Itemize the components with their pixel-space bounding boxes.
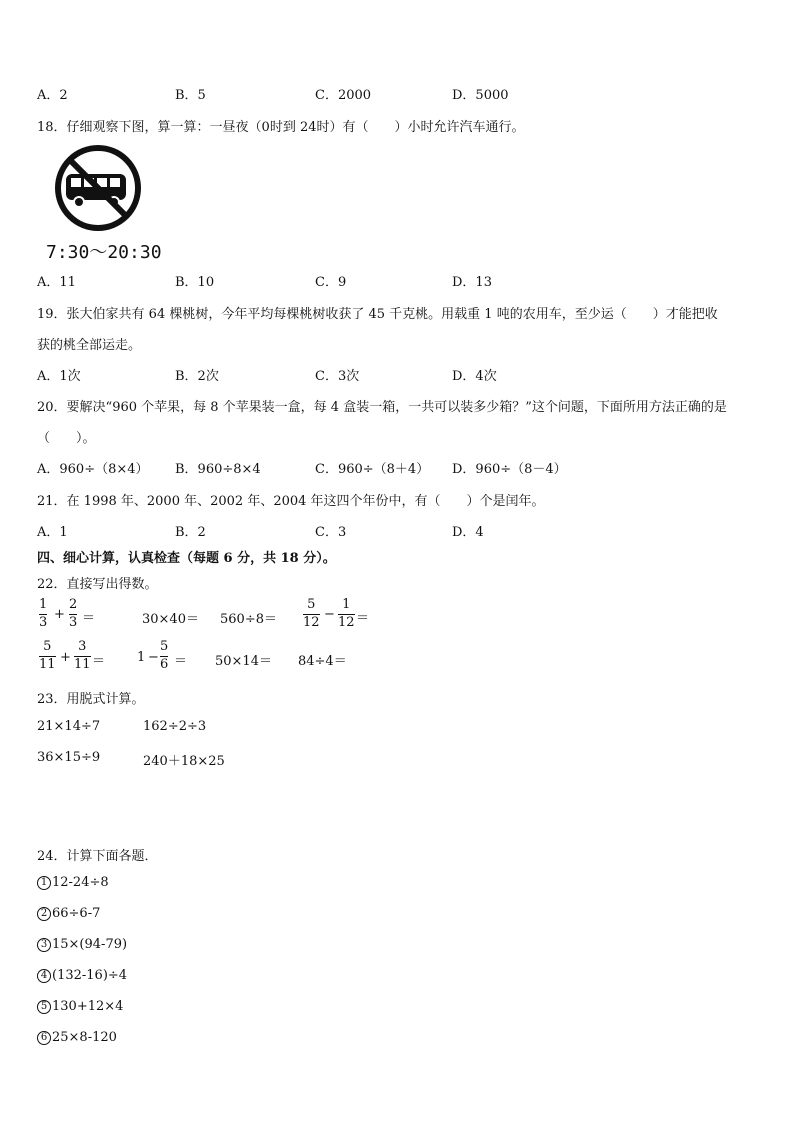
- expression: 162÷2÷3: [143, 719, 207, 734]
- equals-sign: ＝: [82, 611, 96, 626]
- q20-question-line2: （ ）。: [37, 431, 96, 446]
- operator: −: [148, 650, 159, 665]
- q20-option-c: C．960÷（8＋4）: [315, 462, 430, 477]
- sign-caption: 7:30～20:30: [46, 242, 162, 263]
- equals-sign: ＝: [356, 611, 370, 626]
- list-item: 3 15×(94-79): [37, 937, 127, 952]
- circled-number: 6: [37, 1031, 51, 1045]
- q17-option-d: D．5000: [452, 88, 509, 103]
- expression: 30×40＝: [142, 612, 199, 627]
- q21-question: 21．在 1998 年、2000 年、2002 年、2004 年这四个年份中，有（ ）个是闰年。: [37, 494, 545, 509]
- circled-number: 2: [37, 907, 51, 921]
- q18-option-a: A．11: [37, 275, 76, 290]
- fraction: 3 11: [74, 639, 91, 672]
- fraction: 5 6: [160, 639, 169, 672]
- q21-option-c: C．3: [315, 525, 347, 540]
- q18-question: 18．仔细观察下图，算一算：一昼夜（0时到 24时）有（ ）小时允许汽车通行。: [37, 120, 525, 135]
- whole-number: 1: [137, 650, 146, 665]
- q19-question-line2: 获的桃全部运走。: [37, 338, 142, 353]
- q18-option-c: C．9: [315, 275, 347, 290]
- operator: +: [60, 650, 71, 665]
- operator: +: [54, 607, 65, 622]
- section-heading: 四、细心计算，认真检查（每题 6 分，共 18 分）。: [37, 551, 336, 566]
- q19-option-d: D．4次: [452, 369, 497, 384]
- circled-number: 5: [37, 1000, 51, 1014]
- fraction: 1 12: [338, 597, 355, 630]
- q21-option-d: D．4: [452, 525, 484, 540]
- expression: 240＋18×25: [143, 754, 225, 769]
- q17-option-a: A．2: [37, 88, 68, 103]
- q20-option-a: A．960÷（8×4）: [37, 462, 149, 477]
- q18-option-d: D．13: [452, 275, 492, 290]
- list-item: 4 (132-16)÷4: [37, 968, 127, 983]
- circled-number: 3: [37, 938, 51, 952]
- q19-option-c: C．3次: [315, 369, 360, 384]
- expression: 50×14＝: [215, 654, 272, 669]
- list-item: 1 12-24÷8: [37, 875, 109, 890]
- circled-number: 1: [37, 876, 51, 890]
- q20-option-d: D．960÷（8－4）: [452, 462, 567, 477]
- q21-option-a: A．1: [37, 525, 68, 540]
- list-item: 2 66÷6-7: [37, 906, 100, 921]
- operator: −: [324, 607, 335, 622]
- q20-question-line1: 20．要解决“960 个苹果，每 8 个苹果装一盒，每 4 盒装一箱，一共可以装多少箱？”这个问题，下面所用方法正确的是: [37, 400, 727, 415]
- expression: 36×15÷9: [37, 750, 101, 765]
- q18-option-b: B．10: [175, 275, 215, 290]
- q19-question-line1: 19．张大伯家共有 64 棵桃树，今年平均每棵桃树收获了 45 千克桃。用载重 1 吨的农用车，至少运（ ）才能把收: [37, 307, 718, 322]
- list-item: 5 130+12×4: [37, 999, 123, 1014]
- q23-title: 23．用脱式计算。: [37, 692, 145, 707]
- circled-number: 4: [37, 969, 51, 983]
- expression: 560÷8＝: [220, 612, 277, 627]
- fraction: 2 3: [69, 597, 78, 630]
- q17-option-b: B．5: [175, 88, 206, 103]
- fraction: 5 11: [39, 639, 56, 672]
- q17-option-c: C．2000: [315, 88, 372, 103]
- expression: 84÷4＝: [298, 654, 347, 669]
- q19-option-b: B．2次: [175, 369, 219, 384]
- q21-option-b: B．2: [175, 525, 206, 540]
- fraction: 1 3: [39, 597, 48, 630]
- q24-title: 24．计算下面各题．: [37, 849, 158, 864]
- equals-sign: ＝: [92, 654, 106, 669]
- list-item: 6 25×8-120: [37, 1030, 117, 1045]
- q22-title: 22．直接写出得数。: [37, 577, 158, 592]
- fraction: 5 12: [303, 597, 320, 630]
- equals-sign: ＝: [174, 654, 188, 669]
- expression: 21×14÷7: [37, 719, 101, 734]
- q20-option-b: B．960÷8×4: [175, 462, 261, 477]
- q19-option-a: A．1次: [37, 369, 81, 384]
- no-bus-sign-icon: [52, 142, 144, 234]
